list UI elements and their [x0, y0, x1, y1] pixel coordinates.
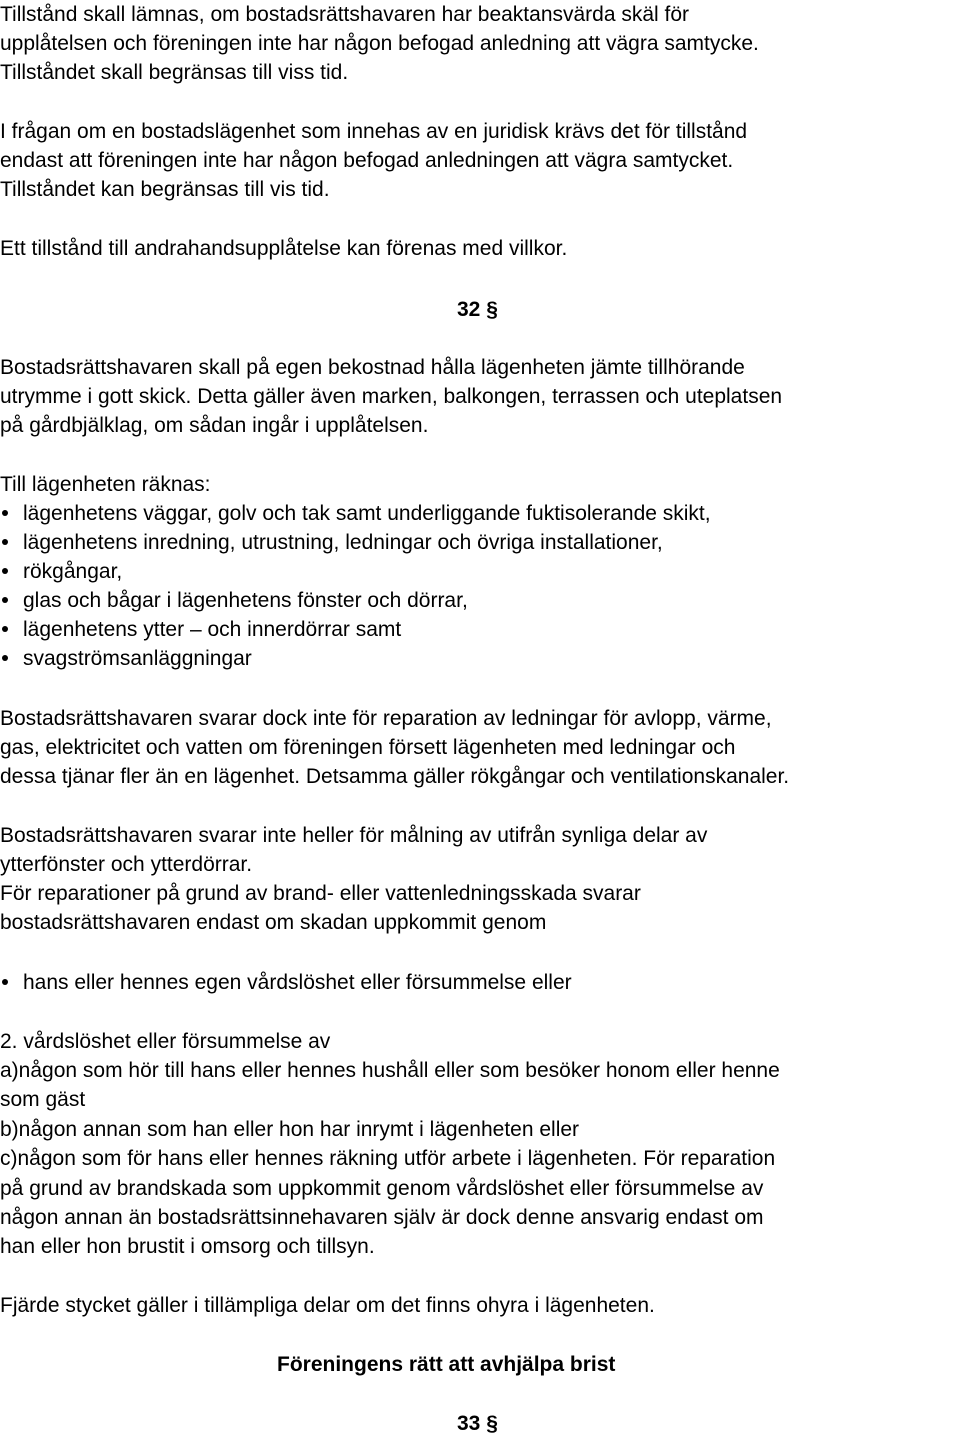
list-item — [0, 586, 468, 615]
list-item-text: hans eller hennes egen vårdslöshet eller försummelse eller — [23, 971, 572, 994]
list-item-text: glas och bågar i lägenhetens fönster och dörrar, — [23, 589, 468, 612]
section-number-32: 32 § — [457, 298, 498, 321]
paragraph-line: a)någon som hör till hans eller hennes hushåll eller som besöker honom eller henne — [0, 1059, 780, 1082]
paragraph-line: endast att föreningen inte har någon befogad anledningen att vägra samtycket. — [0, 149, 734, 172]
section-heading: Föreningens rätt att avhjälpa brist — [277, 1353, 616, 1376]
list-item — [0, 615, 402, 644]
list-item-text: lägenhetens ytter – och innerdörrar samt — [23, 618, 402, 641]
paragraph-line: upplåtelsen och föreningen inte har någon befogad anledning att vägra samtycke. — [0, 32, 759, 55]
paragraph-line: Bostadsrättshavaren skall på egen bekostnad hålla lägenheten jämte tillhörande — [0, 356, 745, 379]
paragraph-line: gas, elektricitet och vatten om föreningen försett lägenheten med ledningar och — [0, 736, 736, 759]
paragraph-line: bostadsrättshavaren endast om skadan uppkommit genom — [0, 911, 547, 934]
list-item-text: svagströmsanläggningar — [23, 647, 252, 670]
paragraph-line: c)någon som för hans eller hennes räkning utför arbete i lägenheten. För reparation — [0, 1147, 776, 1170]
list-item — [0, 968, 572, 997]
paragraph-line: ytterfönster och ytterdörrar. — [0, 853, 253, 876]
list-item — [0, 557, 123, 586]
bullet-icon — [2, 597, 8, 603]
paragraph-line: För reparationer på grund av brand- eller vattenledningsskada svarar — [0, 882, 641, 905]
paragraph-line: Fjärde stycket gäller i tillämpliga delar om det finns ohyra i lägenheten. — [0, 1294, 655, 1317]
paragraph-line: b)någon annan som han eller hon har inrymt i lägenheten eller — [0, 1118, 580, 1141]
list-item — [0, 528, 663, 557]
list-item — [0, 644, 252, 673]
paragraph-line: på gårdbjälklag, om sådan ingår i upplåtelsen. — [0, 414, 429, 437]
paragraph-line: som gäst — [0, 1088, 86, 1111]
paragraph-line: på grund av brandskada som uppkommit genom vårdslöshet eller försummelse av — [0, 1177, 764, 1200]
list-intro: Till lägenheten räknas: — [0, 473, 211, 496]
paragraph-line: utrymme i gott skick. Detta gäller även marken, balkongen, terrassen och uteplatsen — [0, 385, 783, 408]
list-item-text: rökgångar, — [23, 560, 123, 583]
list-item-text: lägenhetens inredning, utrustning, ledningar och övriga installationer, — [23, 531, 663, 554]
list-item — [0, 499, 711, 528]
paragraph-line: Tillståndet skall begränsas till viss tid. — [0, 61, 349, 84]
paragraph-line: Bostadsrättshavaren svarar dock inte för reparation av ledningar för avlopp, värme, — [0, 707, 772, 730]
bullet-icon — [2, 539, 8, 545]
paragraph-line: I frågan om en bostadslägenhet som innehas av en juridisk krävs det för tillstånd — [0, 120, 748, 143]
paragraph-line: Ett tillstånd till andrahandsupplåtelse kan förenas med villkor. — [0, 237, 568, 260]
bullet-icon — [2, 979, 8, 985]
paragraph-line: Tillstånd skall lämnas, om bostadsrättshavaren har beaktansvärda skäl för — [0, 3, 690, 26]
bullet-icon — [2, 568, 8, 574]
paragraph-line: Bostadsrättshavaren svarar inte heller för målning av utifrån synliga delar av — [0, 824, 708, 847]
list-item-text: lägenhetens väggar, golv och tak samt underliggande fuktisolerande skikt, — [23, 502, 711, 525]
paragraph-line: någon annan än bostadsrättsinnehavaren själv är dock denne ansvarig endast om — [0, 1206, 764, 1229]
paragraph-line: Tillståndet kan begränsas till vis tid. — [0, 178, 330, 201]
bullet-icon — [2, 626, 8, 632]
section-number-33: 33 § — [457, 1412, 498, 1435]
paragraph-line: han eller hon brustit i omsorg och tillsyn. — [0, 1235, 375, 1258]
bullet-icon — [2, 655, 8, 661]
paragraph-line: dessa tjänar fler än en lägenhet. Detsamma gäller rökgångar och ventilationskanaler. — [0, 765, 790, 788]
bullet-icon — [2, 510, 8, 516]
paragraph-line: 2. vårdslöshet eller försummelse av — [0, 1030, 331, 1053]
